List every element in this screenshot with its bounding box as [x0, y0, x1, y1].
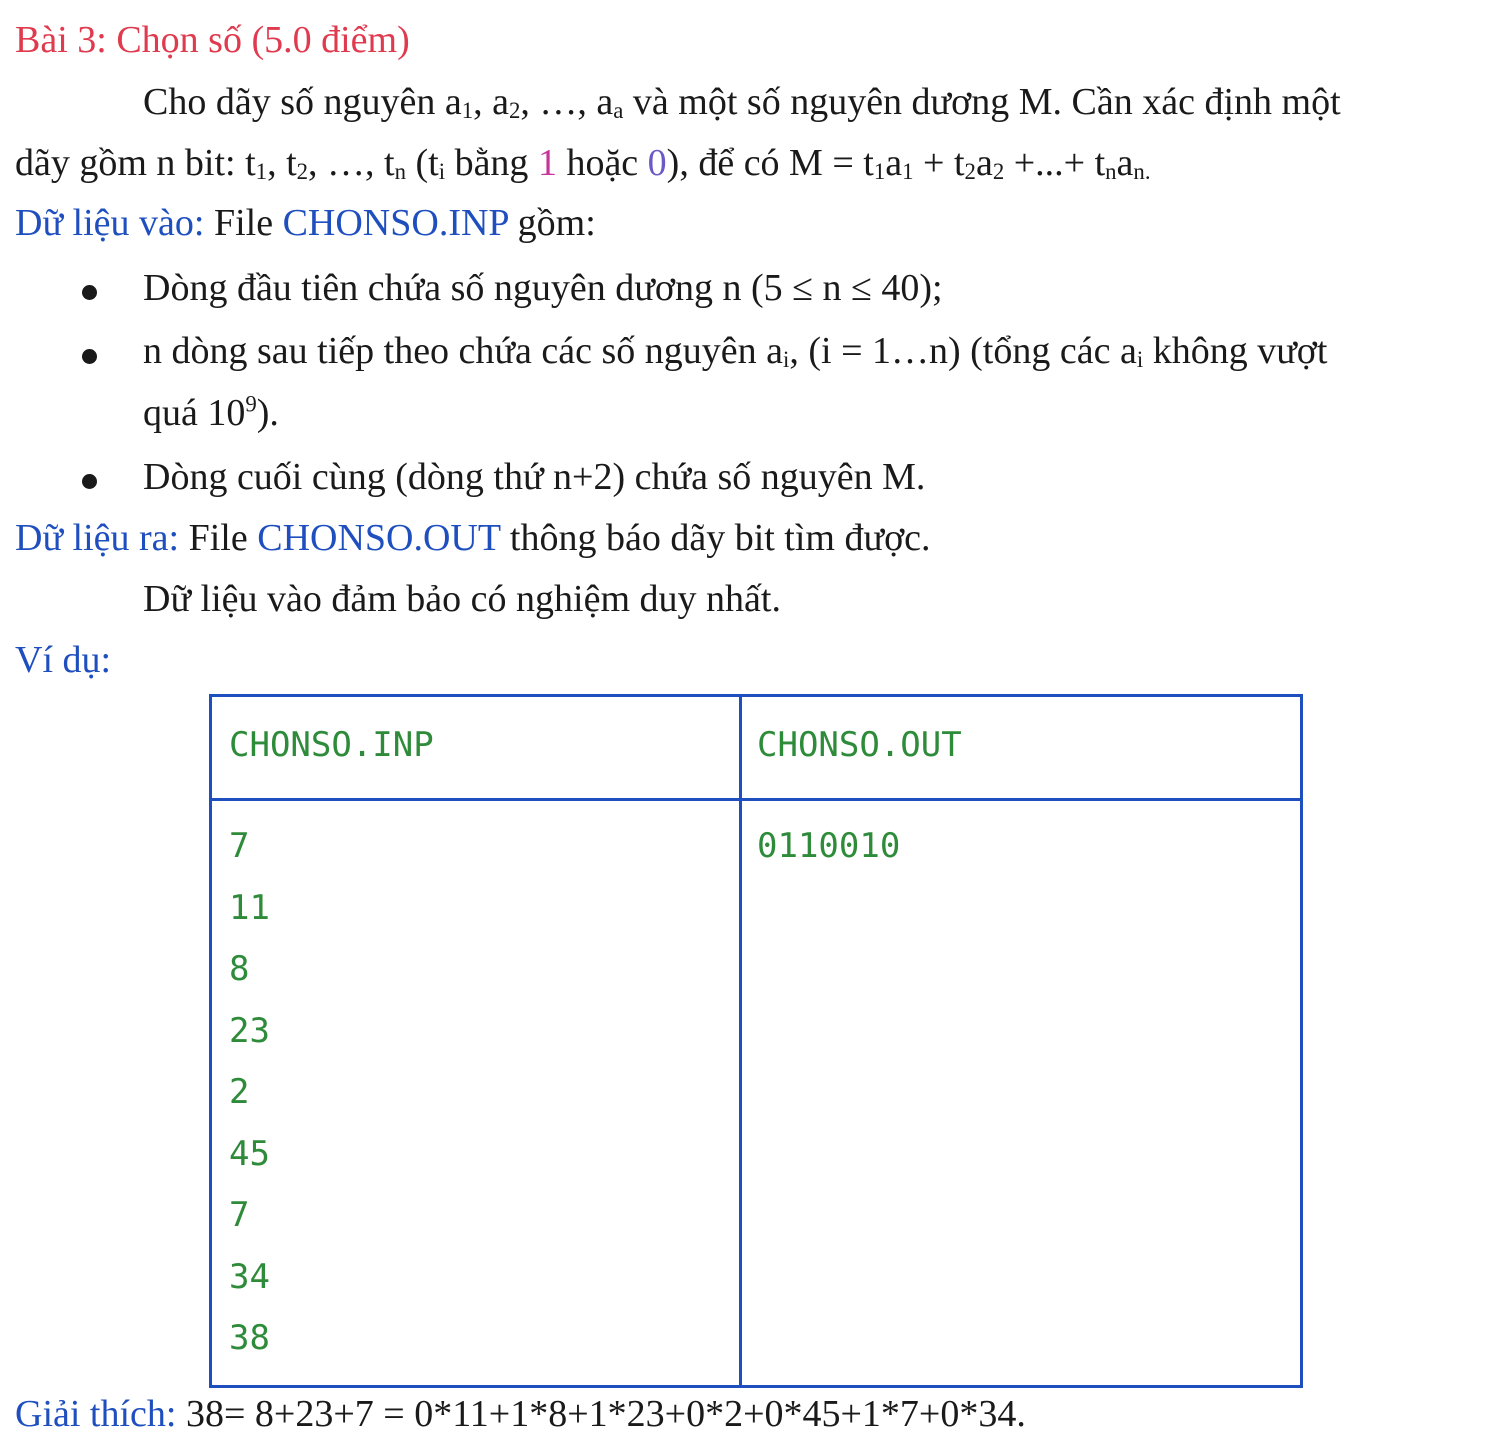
example-table: [209, 694, 1303, 1388]
uniqueness-note: Dữ liệu vào đảm bảo có nghiệm duy nhất.: [143, 578, 781, 620]
input-line: 45: [229, 1134, 270, 1174]
intro-line-2: dãy gồm n bit: $t_1$, $t_2$, …, $t_n$ ($t_i$ bằng 1 hoặc 0), để có $M = t_1a_1 + t_2a_2$ +...+ $t_na_{n.}$: [15, 142, 1151, 185]
output-filename: CHONSO.OUT: [257, 517, 501, 559]
explanation-label: Giải thích:: [15, 1393, 177, 1435]
input-line: 8: [229, 949, 250, 989]
input-section: Dữ liệu vào: File CHONSO.INP gồm:: [15, 202, 596, 244]
bullet-dot: [82, 285, 97, 300]
bullet-item-2: n dòng sau tiếp theo chứa các số nguyên $a_i$, (i = 1…n) (tổng các $a_i$ không vượt: [143, 330, 1328, 373]
output-line: 0110010: [757, 826, 901, 866]
explanation-text: 38= 8+23+7 = 0*11+1*8+1*23+0*2+0*45+1*7+0*34.: [176, 1393, 1026, 1435]
bullet-item-2-cont: quá $10^9$).: [143, 391, 279, 434]
input-line: 11: [229, 888, 270, 928]
example-label: Ví dụ:: [15, 639, 112, 681]
input-line: 34: [229, 1257, 270, 1297]
bit-zero: 0: [647, 142, 667, 184]
bullet-dot: [82, 349, 97, 364]
input-line: 7: [229, 826, 250, 866]
output-label: Dữ liệu ra:: [15, 517, 180, 559]
input-line: 38: [229, 1318, 270, 1358]
input-line: 2: [229, 1072, 250, 1112]
column-header-input: CHONSO.INP: [229, 725, 434, 765]
bullet-item-1: Dòng đầu tiên chứa số nguyên dương n (5 ≤ n ≤ 40);: [143, 267, 943, 309]
input-label: Dữ liệu vào:: [15, 202, 205, 244]
output-section: Dữ liệu ra: File CHONSO.OUT thông báo dãy bit tìm được.: [15, 517, 931, 559]
column-header-output: CHONSO.OUT: [757, 725, 962, 765]
bullet-dot: [82, 474, 97, 489]
input-filename: CHONSO.INP: [282, 202, 509, 244]
bullet-item-3: Dòng cuối cùng (dòng thứ n+2) chứa số nguyên M.: [143, 456, 926, 498]
intro-line-1: Cho dãy số nguyên $a_1$, $a_2$, …, $a_a$ và một số nguyên dương M. Cần xác định một: [143, 81, 1341, 124]
header-divider: [212, 798, 1300, 801]
problem-heading: Bài 3: Chọn số (5.0 điểm): [15, 19, 410, 61]
input-line: 7: [229, 1195, 250, 1235]
bit-one: 1: [537, 142, 557, 184]
input-line: 23: [229, 1011, 270, 1051]
explanation: [15, 1394, 1026, 1436]
